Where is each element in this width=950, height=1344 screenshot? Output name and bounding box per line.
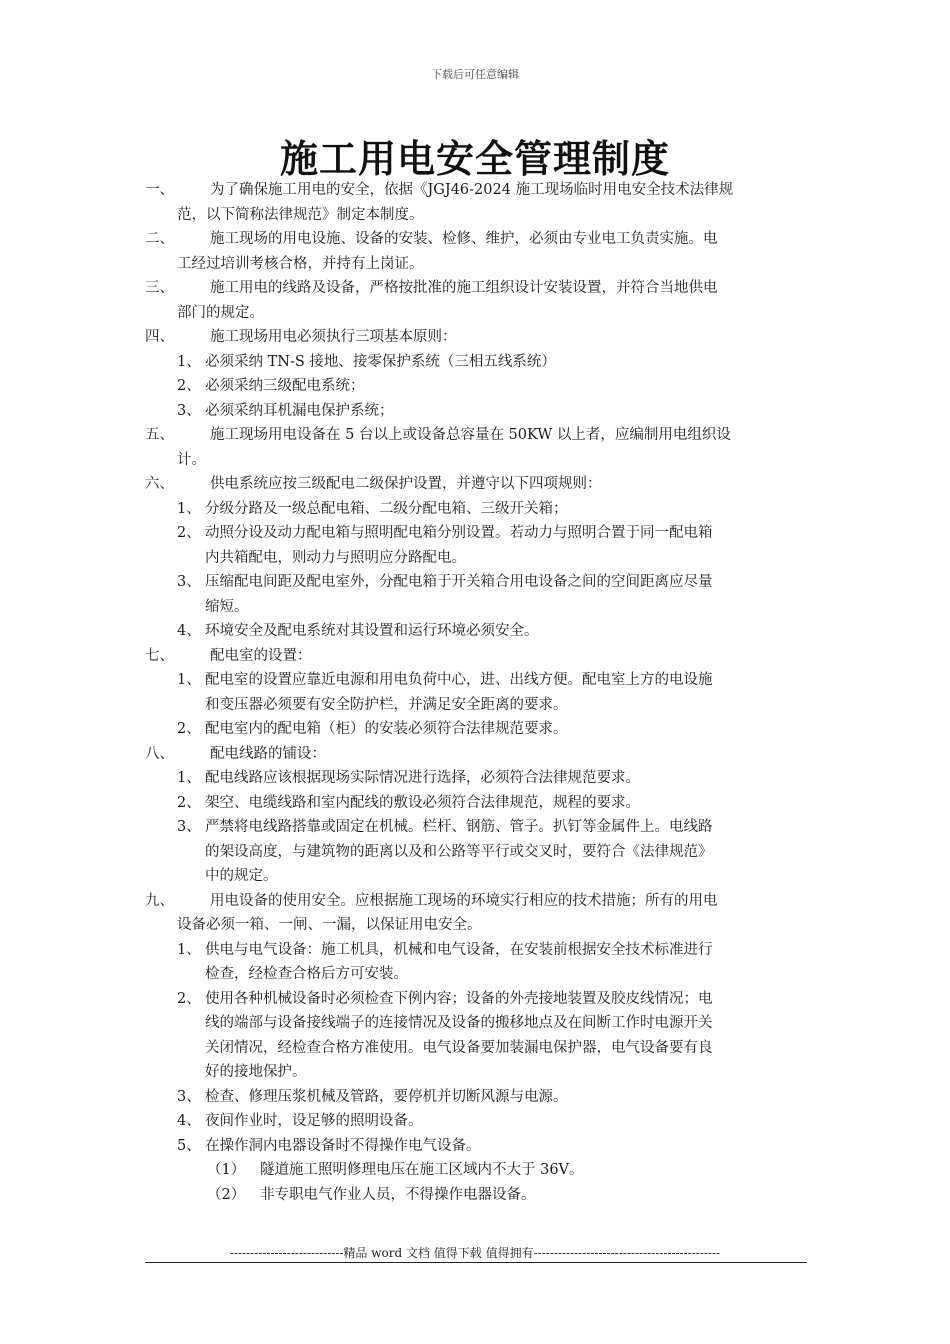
section-text: 设备必须一箱、一闸、一漏，以保证用电安全。 [177,917,482,933]
section-text: 工经过培训考核合格，并持有上岗证。 [177,255,424,272]
section-text: 施工现场用电设备在 5 台以上或设备总容量在 50KW 以上者，应编制用电组织设 [210,427,731,443]
list-item-text: 关闭情况，经检查合格方准使用。电气设备要加装漏电保护器，电气设备要有良 [205,1039,713,1056]
section-line [145,913,810,938]
list-item-line [145,962,810,987]
list-item-text: 配电线路应该根据现场实际情况进行选择，必须符合法律规范要求。 [205,770,640,786]
list-item-number: 1、 [177,770,201,786]
list-item-text: 供电与电气设备：施工机具，机械和电气设备，在安装前根据安全技术标准进行 [205,941,713,958]
list-item-text: 和变压器必须要有安全防护栏，并满足安全距离的要求。 [205,696,568,713]
list-item-text: 架空、电缆线路和室内配线的敷设必须符合法律规范，规程的要求。 [205,794,640,811]
list-item-text: 压缩配电间距及配电室外，分配电箱于开关箱合用电设备之间的空间距离应尽量 [205,574,713,590]
list-item-text: 检查、修理压浆机械及管路，要停机并切断风源与电源。 [205,1088,568,1105]
list-item-line [145,1085,810,1110]
list-item-number: 1、 [177,500,201,517]
section-line [145,325,810,350]
header-note: 下载后可任意编辑 [431,68,519,81]
list-item-number: 3、 [177,402,201,419]
list-item-text: 必须采纳 TN-S 接地、接零保护系统（三相五线系统） [205,353,556,370]
list-item-text: 环境安全及配电系统对其设置和运行环境必须安全。 [205,623,539,639]
list-item-line [145,399,810,424]
sub-item-line [145,1183,810,1208]
footer-text: ----------------------------精品 word 文档 值得下载 值得拥有---------------------------------------------- [229,1246,721,1260]
document-body [145,178,810,1207]
sub-item-text: 非专职电气作业人员，不得操作电器设备。 [260,1186,536,1203]
list-item-line [145,815,810,840]
section-line [145,472,810,497]
section-number: 八、 [145,745,174,762]
section-line [145,252,810,277]
list-item-number: 2、 [177,721,201,737]
section-text: 范，以下简称法律规范》制定本制度。 [177,206,424,223]
section-line [145,203,810,228]
list-item-line [145,1134,810,1159]
footer-rule [145,1262,807,1263]
section-number: 四、 [145,329,174,345]
section-text: 计。 [177,451,206,468]
list-item-line [145,1011,810,1036]
list-item-number: 2、 [177,990,201,1007]
list-item-line [145,521,810,546]
section-line [145,644,810,669]
list-item-text: 夜间作业时，设足够的照明设备。 [205,1113,423,1129]
list-item-text: 分级分路及一级总配电箱、二级分配电箱、三级开关箱； [205,500,568,517]
list-item-number: 1、 [177,941,201,958]
section-number: 五、 [145,427,174,443]
list-item-number: 4、 [177,1113,201,1129]
list-item-line [145,668,810,693]
section-text: 施工用电的线路及设备，严格按批准的施工组织设计安装设置，并符合当地供电 [210,280,718,296]
section-line [145,301,810,326]
list-item-line [145,693,810,718]
list-item-line [145,595,810,620]
document-title: 施工用电安全管理制度 [279,136,670,181]
list-item-line [145,766,810,791]
list-item-text: 检查，经检查合格后方可安装。 [205,966,408,982]
sub-item-line [145,1158,810,1183]
list-item-line [145,350,810,375]
list-item-number: 3、 [177,574,201,590]
section-number: 一、 [145,182,174,198]
list-item-number: 1、 [177,672,201,688]
list-item-text: 配电室的设置应靠近电源和用电负荷中心，进、出线方便。配电室上方的电设施 [205,672,713,688]
section-text: 配电线路的铺设： [210,745,326,762]
list-item-line [145,1109,810,1134]
list-item-number: 2、 [177,525,201,541]
list-item-text: 内共箱配电，则动力与照明应分路配电。 [205,549,466,566]
list-item-line [145,497,810,522]
sub-item-text: 隧道施工照明修理电压在施工区域内不大于 36V。 [260,1162,584,1178]
list-item-number: 3、 [177,1088,201,1105]
list-item-text: 缩短。 [205,598,249,615]
section-text: 供电系统应按三级配电二级保护设置，并遵守以下四项规则： [210,476,602,492]
list-item-text: 动照分设及动力配电箱与照明配电箱分别设置。若动力与照明合置于同一配电箱 [205,525,713,541]
list-item-line [145,791,810,816]
section-text: 施工现场用电必须执行三项基本原则： [210,329,457,345]
section-line [145,448,810,473]
list-item-line [145,987,810,1012]
list-item-text: 线的端部与设备接线端子的连接情况及设备的搬移地点及在间断工作时电源开关 [205,1015,713,1031]
list-item-line [145,1036,810,1061]
list-item-text: 配电室内的配电箱（柜）的安装必须符合法律规范要求。 [205,721,568,737]
list-item-number: 2、 [177,794,201,811]
list-item-text: 必须采纳三级配电系统； [205,378,365,394]
list-item-line [145,840,810,865]
section-line [145,742,810,767]
sub-item-number: （1） [207,1162,246,1178]
list-item-text: 好的接地保护。 [205,1064,307,1080]
list-item-line [145,938,810,963]
section-number: 三、 [145,280,174,296]
section-text: 施工现场的用电设施、设备的安装、检修、维护，必须由专业电工负责实施。电 [210,231,718,247]
list-item-number: 5、 [177,1137,201,1154]
sub-item-number: （2） [207,1186,246,1203]
section-number: 九、 [145,892,174,909]
list-item-number: 3、 [177,819,201,835]
section-line [145,178,810,203]
list-item-text: 必须采纳耳机漏电保护系统； [205,402,394,419]
section-line [145,423,810,448]
list-item-line [145,619,810,644]
list-item-line [145,717,810,742]
list-item-number: 1、 [177,353,201,370]
section-line [145,889,810,914]
list-item-number: 4、 [177,623,201,639]
list-item-text: 严禁将电线路搭靠或固定在机械。栏杆、钢筋、管子。扒钉等金属件上。电线路 [205,819,713,835]
list-item-line [145,374,810,399]
list-item-number: 2、 [177,378,201,394]
list-item-line [145,546,810,571]
list-item-text: 在操作洞内电器设备时不得操作电气设备。 [205,1137,481,1154]
section-number: 六、 [145,476,174,492]
section-line [145,276,810,301]
section-number: 二、 [145,231,174,247]
list-item-text: 中的规定。 [205,868,278,884]
section-text: 用电设备的使用安全。应根据施工现场的环境实行相应的技术措施；所有的用电 [210,892,718,909]
list-item-line [145,570,810,595]
list-item-text: 的架设高度，与建筑物的距离以及和公路等平行或交叉时，要符合《法律规范》 [205,843,713,860]
list-item-line [145,864,810,889]
list-item-line [145,1060,810,1085]
section-line [145,227,810,252]
section-text: 部门的规定。 [177,304,264,321]
section-text: 为了确保施工用电的安全，依据《JGJ46-2024 施工现场临时用电安全技术法律规 [210,182,734,198]
section-text: 配电室的设置： [210,647,312,664]
list-item-text: 使用各种机械设备时必须检查下例内容；设备的外壳接地装置及胶皮线情况；电 [205,990,713,1007]
section-number: 七、 [145,647,174,664]
